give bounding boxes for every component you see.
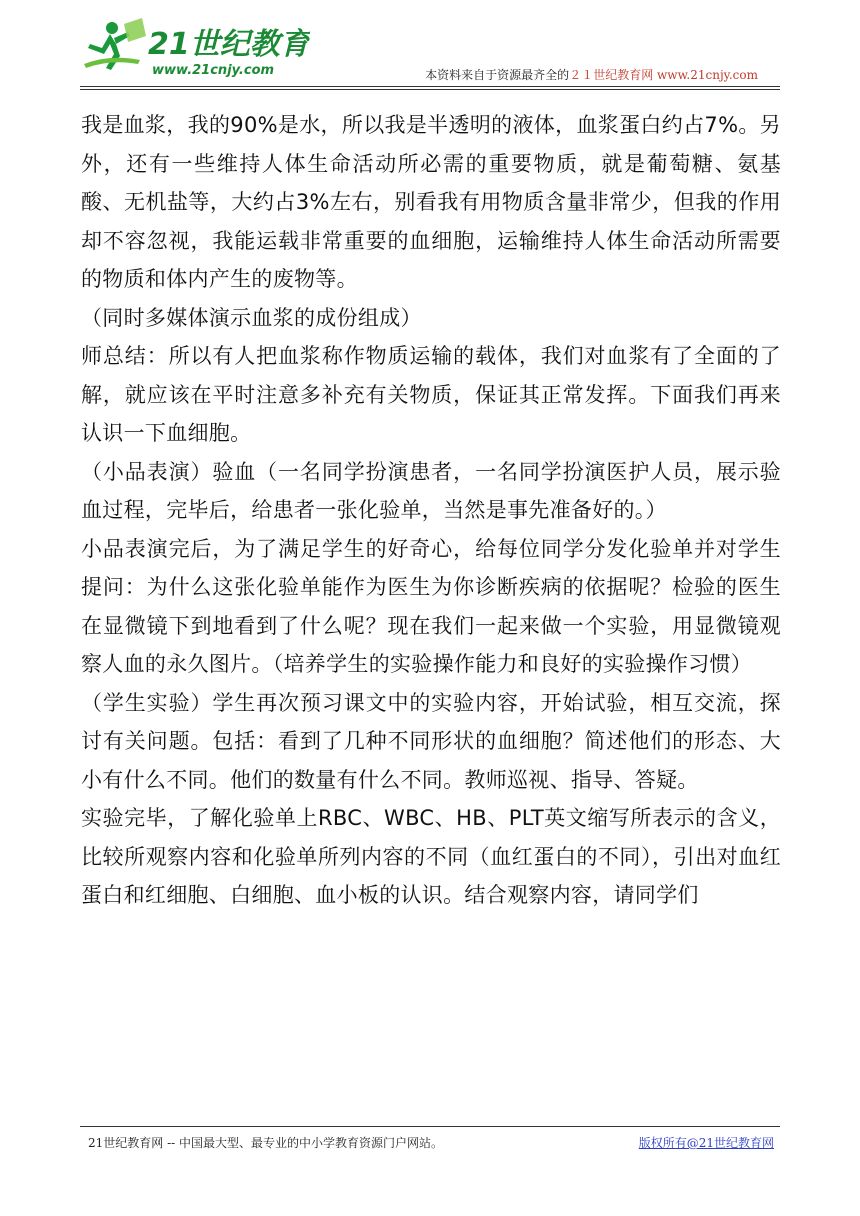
header-note-site: ２１世纪教育网 — [569, 68, 654, 82]
footer-divider — [80, 1126, 780, 1127]
svg-text:www.21cnjy.com: www.21cnjy.com — [152, 63, 275, 78]
document-body — [81, 106, 781, 915]
paragraph: （同时多媒体演示血浆的成份组成） — [81, 305, 422, 330]
paragraph: 师总结：所以有人把血浆称作物质运输的载体，我们对血浆有了全面的了解，就应该在平时注意多补充有关物质，保证其正常发挥。下面我们再来认识一下血细胞。 — [81, 344, 781, 445]
footer-text: 21世纪教育网 -- 中国最大型、最专业的中小学教育资源门户网站。 — [88, 1136, 444, 1150]
header-note — [425, 66, 758, 83]
paragraph: （学生实验）学生再次预习课文中的实验内容，开始试验，相互交流，探讨有关问题。包括：看到了几种不同形状的血细胞？简述他们的形态、大小有什么不同。他们的数量有什么不同。教师巡视、指导、答疑。 — [81, 690, 781, 792]
runner-icon — [84, 18, 146, 70]
paragraph: （小品表演）验血（一名同学扮演患者，一名同学扮演医护人员，展示验血过程，完毕后，给患者一张化验单，当然是事先准备好的。） — [81, 459, 781, 522]
footer-copyright-link[interactable]: 版权所有@21世纪教育网 — [638, 1136, 774, 1150]
page-header — [80, 14, 780, 84]
site-logo — [80, 14, 310, 82]
paragraph: 实验完毕，了解化验单上RBC、WBC、HB、PLT英文缩写所表示的含义，比较所观察内容和化验单所列内容的不同（血红蛋白的不同），引出对血红蛋白和红细胞、白细胞、血小板的认识。结合观察内容，请同学们 — [81, 806, 781, 907]
header-note-prefix: 本资料来自于资源最齐全的 — [425, 68, 570, 82]
header-divider — [80, 86, 780, 87]
header-note-url[interactable]: www.21cnjy.com — [657, 68, 758, 82]
header-divider-secondary — [80, 89, 780, 90]
paragraph: 我是血浆，我的90%是水，所以我是半透明的液体，血浆蛋白约占7%。另外，还有一些维持人体生命活动所必需的重要物质，就是葡萄糖、氨基酸、无机盐等，大约占3%左右，别看我有用物质含量非常少，但我的作用却不容忽视，我能运载非常重要的血细胞，运输维持人体生命活动所需要的物质和体内产生的废物等。 — [81, 113, 781, 291]
svg-text:21世纪教育: 21世纪教育 — [148, 27, 310, 62]
paragraph: 小品表演完后，为了满足学生的好奇心，给每位同学分发化验单并对学生提问：为什么这张化验单能作为医生为你诊断疾病的依据呢？检验的医生在显微镜下到地看到了什么呢？现在我们一起来做一个实验，用显微镜观察人血的永久图片。（培养学生的实验操作能力和良好的实验操作习惯） — [81, 536, 781, 676]
